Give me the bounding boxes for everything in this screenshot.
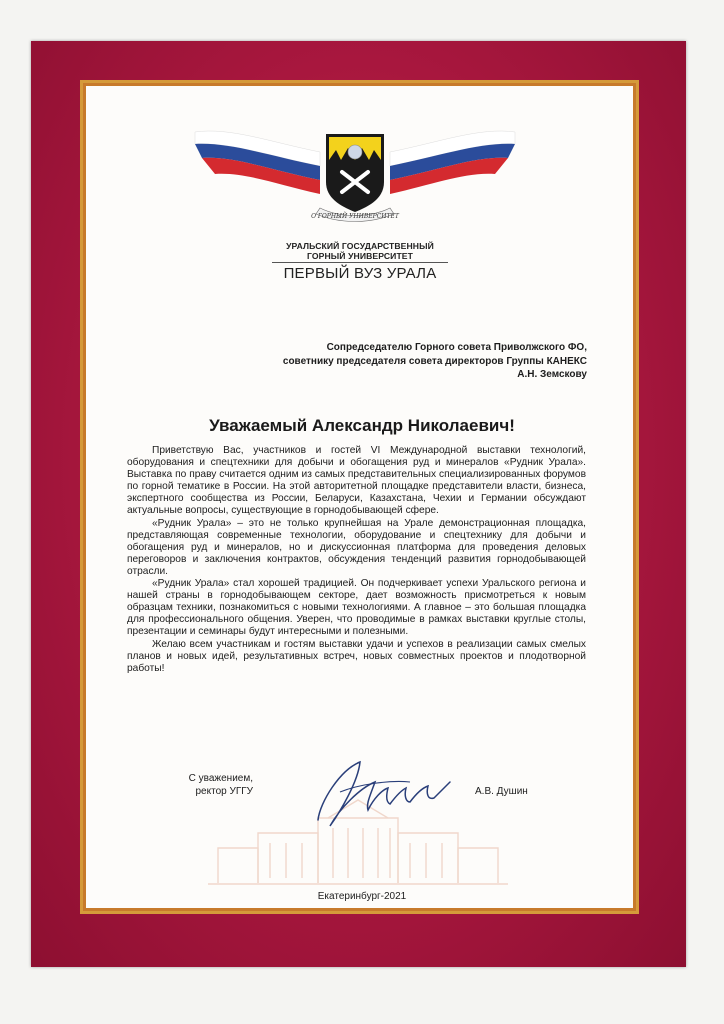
university-logo xyxy=(190,122,520,232)
letter-body xyxy=(127,445,586,675)
addressee-line3: А.Н. Земскову xyxy=(517,369,587,380)
paragraph-3: «Рудник Урала» стал хорошей традицией. Он подчеркивает успехи Уральского региона и нашей страны в горнодобывающем секторе, дает возможность присмотреться к новым образцам техники, познакомиться с новыми технологиями. А главное – это большая площадка для профессионального общения. Уверен, что проводимые в рамках выставки круглые столы, презентации и семинары будут интересными и полезными. xyxy=(127,578,586,638)
addressee-line1: Сопредседателю Горного совета Приволжского ФО, xyxy=(326,342,587,353)
signer-name: А.В. Душин xyxy=(475,786,528,797)
closing-title: ректор УГГУ xyxy=(195,785,253,797)
closing-block xyxy=(173,773,253,798)
university-name xyxy=(262,241,458,261)
paragraph-1: Приветствую Вас, участников и гостей VI Международной выставки технологий, оборудования и спецтехники для добычи и обогащения руд и минералов «Рудник Урала». Выставка по праву считается одним из самых представительных специализированных форумов по горной тематике в России. На этой авторитетной площадке представители власти, бизнеса, экспертного сообщества из России, Беларуси, Казахстана, Чехии и Германии обсуждают актуальные вопросы, существующие в горнодобывающей сфере. xyxy=(127,445,586,517)
university-motto: ПЕРВЫЙ ВУЗ УРАЛА xyxy=(283,265,437,282)
motto-ribbon-text: О ГОРНЫЙ УНИВЕРСИТЕТ xyxy=(311,213,399,220)
closing-regards: С уважением, xyxy=(188,773,253,784)
divider-line xyxy=(272,262,448,263)
salutation: Уважаемый Александр Николаевич! xyxy=(209,416,515,435)
addressee-block xyxy=(227,341,587,382)
university-name-line2: ГОРНЫЙ УНИВЕРСИТЕТ xyxy=(307,251,413,261)
handwritten-signature-icon xyxy=(300,752,460,832)
university-name-line1: УРАЛЬСКИЙ ГОСУДАРСТВЕННЫЙ xyxy=(286,241,434,251)
addressee-line2: советнику председателя совета директоров Группы КАНЕКС xyxy=(282,355,587,367)
paragraph-2: «Рудник Урала» – это не только крупнейшая на Урале демонстрационная площадка, представляющая современные технологии, оборудование и спецтехнику для добычи и обогащения руд и минералов, но и дискуссионная платформа для проведения деловых переговоров и заключения контрактов, обсуждения тенденций развития горнодобывающей отрасли. xyxy=(127,517,586,577)
city-year: Екатеринбург-2021 xyxy=(317,891,407,902)
paragraph-4: Желаю всем участникам и гостям выставки удачи и успехов в реализации самых смелых планов и новых идей, результативных встреч, новых совместных проектов и плодотворной работы! xyxy=(127,638,586,674)
